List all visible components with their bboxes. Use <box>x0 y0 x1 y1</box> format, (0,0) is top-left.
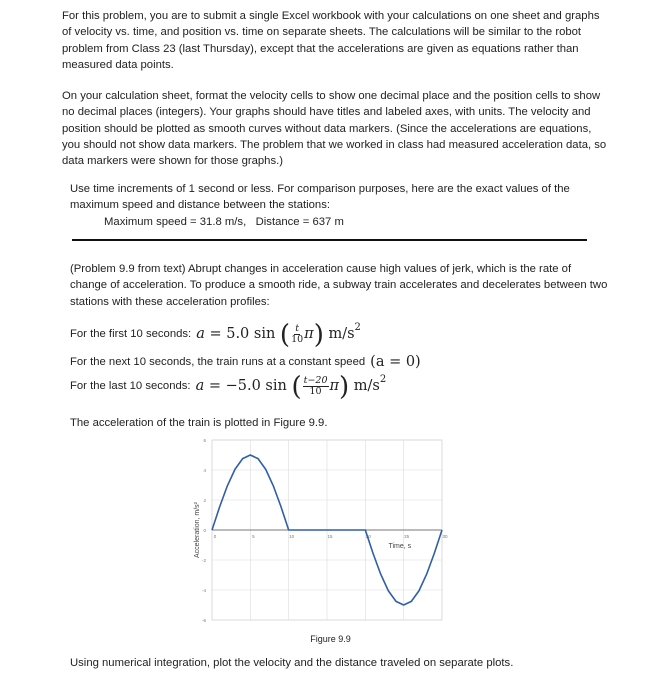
plotted-sentence: The acceleration of the train is plotted in Figure 9.9. <box>70 417 328 429</box>
x-axis-label: Time, s <box>388 543 412 550</box>
denominator: 10 <box>291 334 304 345</box>
equation-label: For the first 10 seconds: <box>70 328 192 341</box>
unit: m/s <box>328 326 355 343</box>
unit: m/s <box>353 378 380 395</box>
close-paren: ) <box>339 371 350 402</box>
variable-a: a <box>196 326 205 343</box>
x-tick-label: 15 <box>327 534 333 539</box>
problem-paragraph: (Problem 9.9 from text) Abrupt changes in acceleration cause high values of jerk, which is the rate of change of acceleration. To produce a smooth ride, a subway train accelerates and decelerates between two stations with these acceleration profiles: <box>70 263 608 308</box>
y-tick-label: -4 <box>201 588 206 593</box>
equals-sign: = <box>209 326 222 343</box>
format-paragraph: On your calculation sheet, format the velocity cells to show one decimal place and the position cells to show no decimal places (integers). Your graphs should have titles and labeled axes, with units. The velocity and position should be plotted as smooth curves without data markers. (Since the accelerations are equations, you should not show data markers. The problem that we worked in class had measured acceleration data, so data markers were shown for those graphs.) <box>62 90 607 168</box>
fraction <box>291 324 303 345</box>
acceleration-chart <box>190 432 455 632</box>
denominator: 10 <box>309 386 322 397</box>
x-tick-label: 5 <box>252 534 255 539</box>
y-tick-label: 2 <box>203 498 206 503</box>
fraction <box>303 376 329 397</box>
y-tick-label: 6 <box>203 438 206 443</box>
numerator: t−20 <box>303 375 328 386</box>
equation-label: For the last 10 seconds: <box>70 380 191 393</box>
exact-values-text: Maximum speed = 31.8 m/s, Distance = 637 m <box>104 215 344 228</box>
increments-paragraph <box>70 181 610 230</box>
unit-exponent: 2 <box>379 374 387 386</box>
variable-a: a <box>195 378 205 395</box>
unit-exponent: 2 <box>354 322 361 334</box>
horizontal-divider <box>72 239 587 241</box>
y-axis-label: Acceleration, m/s² <box>194 501 201 559</box>
coefficient: −5.0 sin <box>225 378 287 395</box>
x-tick-label: 30 <box>442 534 448 539</box>
x-tick-label: 10 <box>289 534 295 539</box>
equation-middle-10s <box>70 354 421 370</box>
y-tick-label: 4 <box>203 468 206 473</box>
equation-math <box>196 319 361 350</box>
intro-paragraph: For this problem, you are to submit a single Excel workbook with your calculations on one sheet and graphs of velocity vs. time, and position vs. time on separate sheets. The calculations will be similar to the robot problem from Class 23 (last Thursday), except that the accelerations are given as equations rather than measured data points. <box>62 10 600 71</box>
x-tick-label: 0 <box>213 534 217 539</box>
final-instruction: Using numerical integration, plot the velocity and the distance traveled on separate plots. <box>70 657 514 669</box>
x-tick-label: 20 <box>365 534 371 539</box>
pi-symbol: π <box>329 378 340 395</box>
x-tick-label: 25 <box>404 534 410 539</box>
equation-math <box>195 371 387 402</box>
figure-caption: Figure 9.9 <box>310 634 351 644</box>
y-tick-label: 0 <box>203 528 206 533</box>
pi-symbol: π <box>304 326 314 343</box>
open-paren: ( <box>291 371 302 402</box>
equation-math: (a = 0) <box>370 354 421 370</box>
equals-sign: = <box>208 378 221 395</box>
open-paren: ( <box>279 319 291 350</box>
numerator: t <box>295 323 300 334</box>
y-tick-label: -6 <box>201 618 206 623</box>
equation-last-10s <box>70 371 387 402</box>
y-tick-label: -2 <box>201 558 206 563</box>
equation-label: For the next 10 seconds, the train runs at a constant speed <box>70 356 366 368</box>
coefficient: 5.0 sin <box>226 326 276 343</box>
close-paren: ) <box>313 319 324 350</box>
increments-text: Use time increments of 1 second or less. For comparison purposes, here are the exact values of the maximum speed and distance between the stations: <box>70 183 570 212</box>
equation-first-10s <box>70 319 361 350</box>
